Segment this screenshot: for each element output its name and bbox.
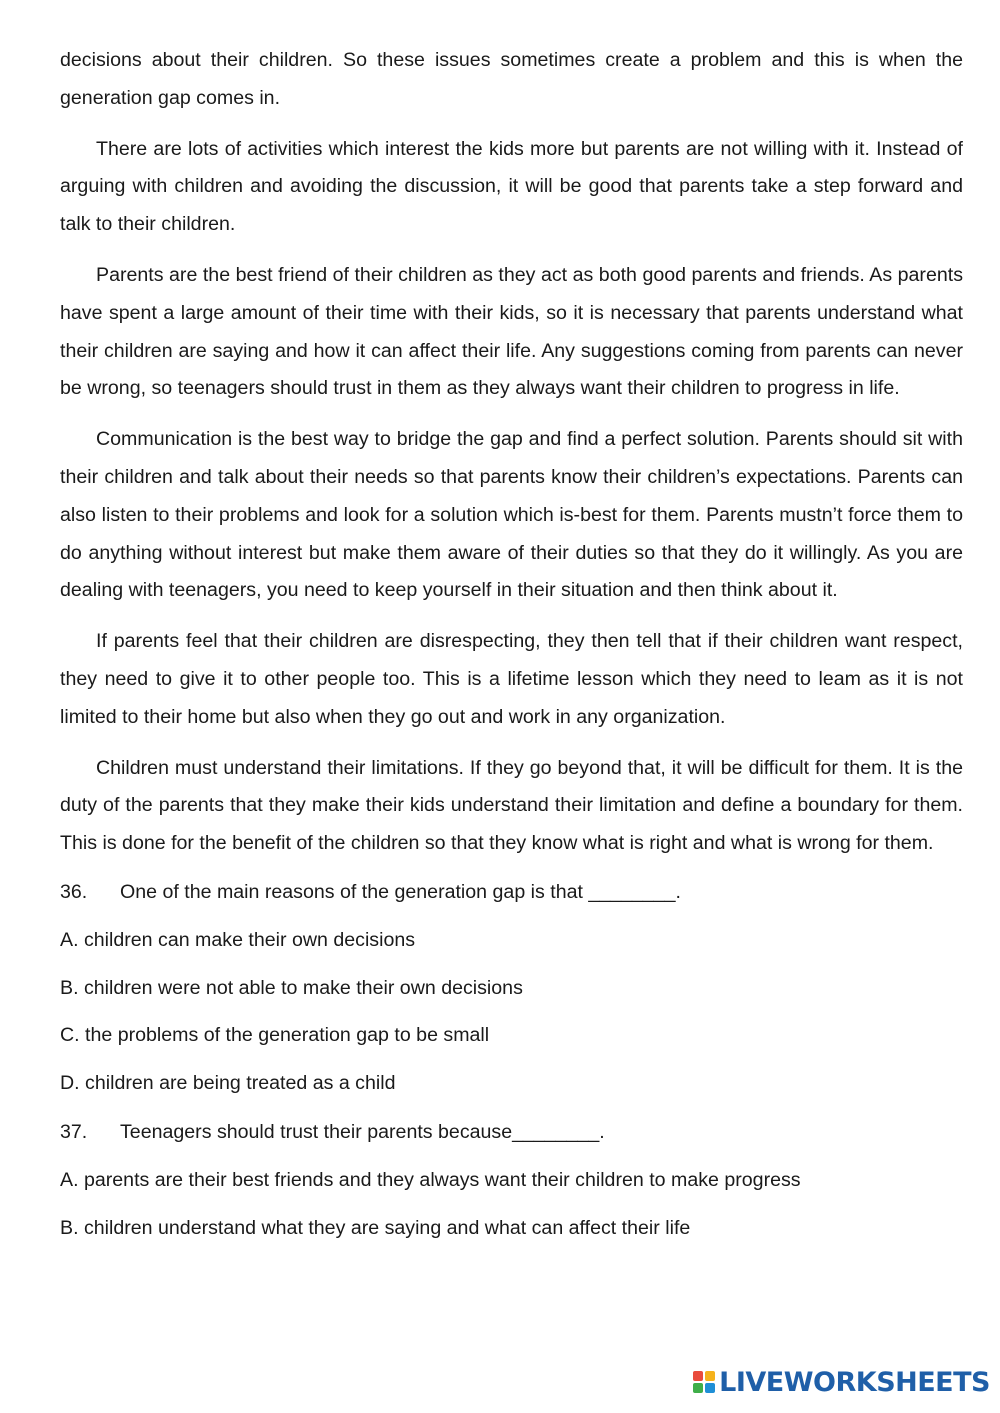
liveworksheets-mark-icon [693,1371,715,1393]
question-37-option-a: A. parents are their best friends and they always want their children to make progress [60,1168,801,1191]
passage-paragraph-6: Children must understand their limitations. If they go beyond that, it will be difficult for them. It is the duty of the parents that they make their kids understand their limitation and define a boundary for them. This is done for the benefit of the children so that they know what is right and what is wrong for them. [60,756,963,855]
question-text: One of the main reasons of the generation gap is that ________. [120,880,681,903]
logo-text: LIVEWORKSHEETS [719,1366,990,1398]
question-36 [60,874,963,912]
question-36-option-c: C. the problems of the generation gap to be small [60,1024,490,1047]
logo-mark-square [693,1371,703,1381]
question-37-option-b: B. children understand what they are saying and what can affect their life [60,1216,691,1239]
question-number: 36. [60,880,88,903]
question-text: Teenagers should trust their parents because________. [120,1120,605,1143]
question-36-option-d: D. children are being treated as a child [60,1072,396,1095]
logo-mark-square [705,1371,715,1381]
worksheet-page [60,42,963,1247]
passage-paragraph-2: There are lots of activities which interest the kids more but parents are not willing with it. Instead of arguing with children and avoiding the discussion, it will be good that parents take a step forward and talk to their children. [60,137,963,236]
question-36-option-a: A. children can make their own decisions [60,928,416,951]
passage-paragraph-5: If parents feel that their children are disrespecting, they then tell that if their children want respect, they need to give it to other people too. This is a lifetime lesson which they need to leam as it is not limited to their home but also when they go out and work in any organization. [60,630,963,728]
passage-paragraph-3: Parents are the best friend of their children as they act as both good parents and friends. As parents have spent a large amount of their time with their kids, so it is necessary that parents understand what their children are saying and how it can affect their life. Any suggestions coming from parents can never be wrong, so teenagers should trust in them as they always want their children to progress in life. [60,263,963,400]
logo-mark-square [693,1383,703,1393]
liveworksheets-logo [693,1364,990,1400]
passage-paragraph-4: Communication is the best way to bridge the gap and find a perfect solution. Parents should sit with their children and talk about their needs so that parents know their children’s expectations. Parents can also listen to their problems and look for a solution which is-best for them. Parents mustn’t force them to do anything without interest but make them aware of their duties so that they do it willingly. As you are dealing with teenagers, you need to keep yourself in their situation and then think about it. [60,428,963,602]
question-37 [60,1114,963,1152]
question-number: 37. [60,1120,88,1143]
question-36-option-b: B. children were not able to make their own decisions [60,976,523,999]
logo-mark-square [705,1383,715,1393]
passage-paragraph-1: decisions about their children. So these issues sometimes create a problem and this is when the generation gap comes in. [60,49,963,109]
